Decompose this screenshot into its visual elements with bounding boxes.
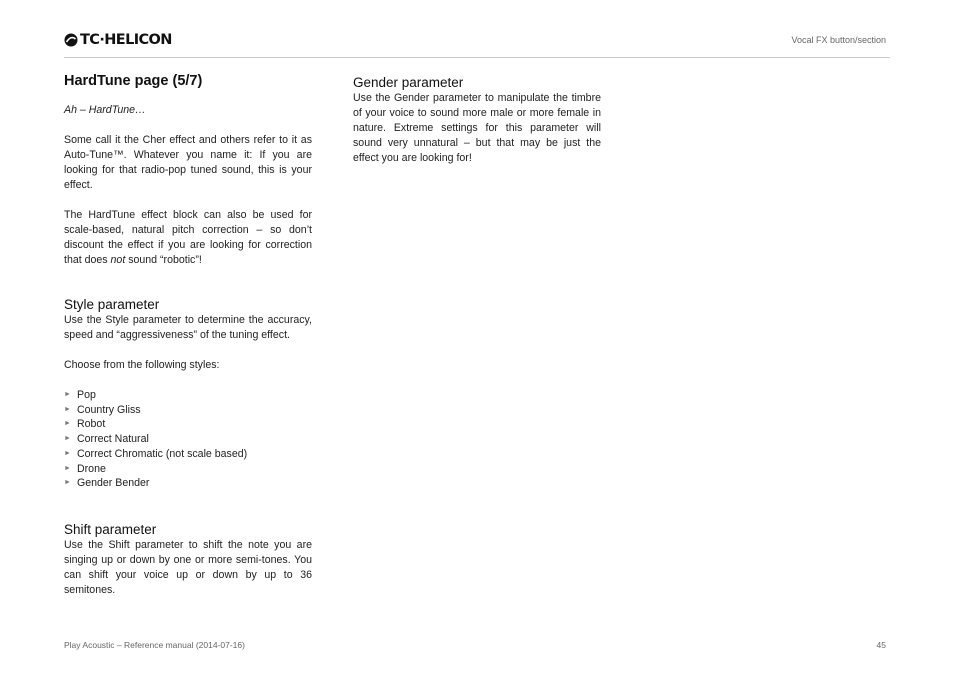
- correction-text-2: sound “robotic”!: [125, 254, 202, 266]
- bullet-triangle-icon: ►: [64, 435, 71, 443]
- correction-paragraph: [64, 208, 312, 268]
- style-paragraph: Use the Style parameter to determine the accuracy, speed and “aggressiveness” of the tuning effect.: [64, 314, 312, 341]
- list-item-label: Country Gliss: [77, 403, 141, 416]
- section-label: Vocal FX button/section: [791, 35, 886, 45]
- subtitle: Ah – HardTune…: [64, 104, 146, 116]
- list-item: [64, 462, 312, 477]
- intro-paragraph: Some call it the Cher effect and others refer to it as Auto-Tune™. Whatever you name it: If you are looking for that radio-pop tuned sound, this is your effect.: [64, 134, 312, 191]
- list-item-label: Robot: [77, 418, 106, 431]
- page-number: 45: [876, 640, 886, 650]
- list-item-label: Pop: [77, 389, 96, 401]
- left-column: [64, 70, 312, 598]
- header-divider: [64, 57, 890, 58]
- tc-helicon-logo: [64, 31, 172, 49]
- gender-heading: Gender parameter: [353, 75, 464, 90]
- bullet-triangle-icon: ►: [64, 391, 71, 398]
- list-item: [64, 447, 312, 462]
- gender-paragraph: Use the Gender parameter to manipulate the timbre of your voice to sound more male or more female in nature. Extreme settings for this parameter will sound very unnatural – but that may be just the effect you are looking for!: [353, 92, 601, 164]
- list-item-label: Drone: [77, 462, 106, 475]
- bullet-triangle-icon: ►: [64, 405, 71, 413]
- page-title: HardTune page (5/7): [64, 73, 203, 89]
- list-item-label: Correct Chromatic (not scale based): [77, 447, 248, 460]
- list-item-label: Correct Natural: [77, 433, 149, 446]
- list-item: [64, 432, 312, 447]
- choose-text: Choose from the following styles:: [64, 359, 220, 371]
- list-item-label: Gender Bender: [77, 477, 150, 490]
- correction-text-1: The HardTune effect block can also be used for scale-based, natural pitch correction – so don’t discount the effect if you are looking for correction that does: [64, 209, 312, 266]
- bullet-triangle-icon: ►: [64, 420, 71, 428]
- right-column: [353, 74, 601, 166]
- style-heading: Style parameter: [64, 297, 160, 312]
- styles-list: [64, 388, 312, 491]
- correction-emphasis: not: [110, 254, 126, 266]
- tc-helicon-logo-icon: [64, 33, 78, 47]
- list-item: [64, 388, 312, 403]
- list-item: [64, 417, 312, 432]
- list-item: [64, 403, 312, 418]
- list-item: [64, 476, 312, 491]
- logo-wordmark: TC·HELICON: [80, 32, 172, 48]
- footer-manual: Play Acoustic – Reference manual (2014-07-16): [64, 640, 245, 650]
- shift-heading: Shift parameter: [64, 521, 157, 537]
- bullet-triangle-icon: ►: [64, 464, 71, 472]
- shift-paragraph: Use the Shift parameter to shift the note you are singing up or down by one or more semi-tones. You can shift your voice up or down by up to 36 semitones.: [64, 538, 312, 596]
- bullet-triangle-icon: ►: [64, 479, 71, 487]
- bullet-triangle-icon: ►: [64, 449, 71, 457]
